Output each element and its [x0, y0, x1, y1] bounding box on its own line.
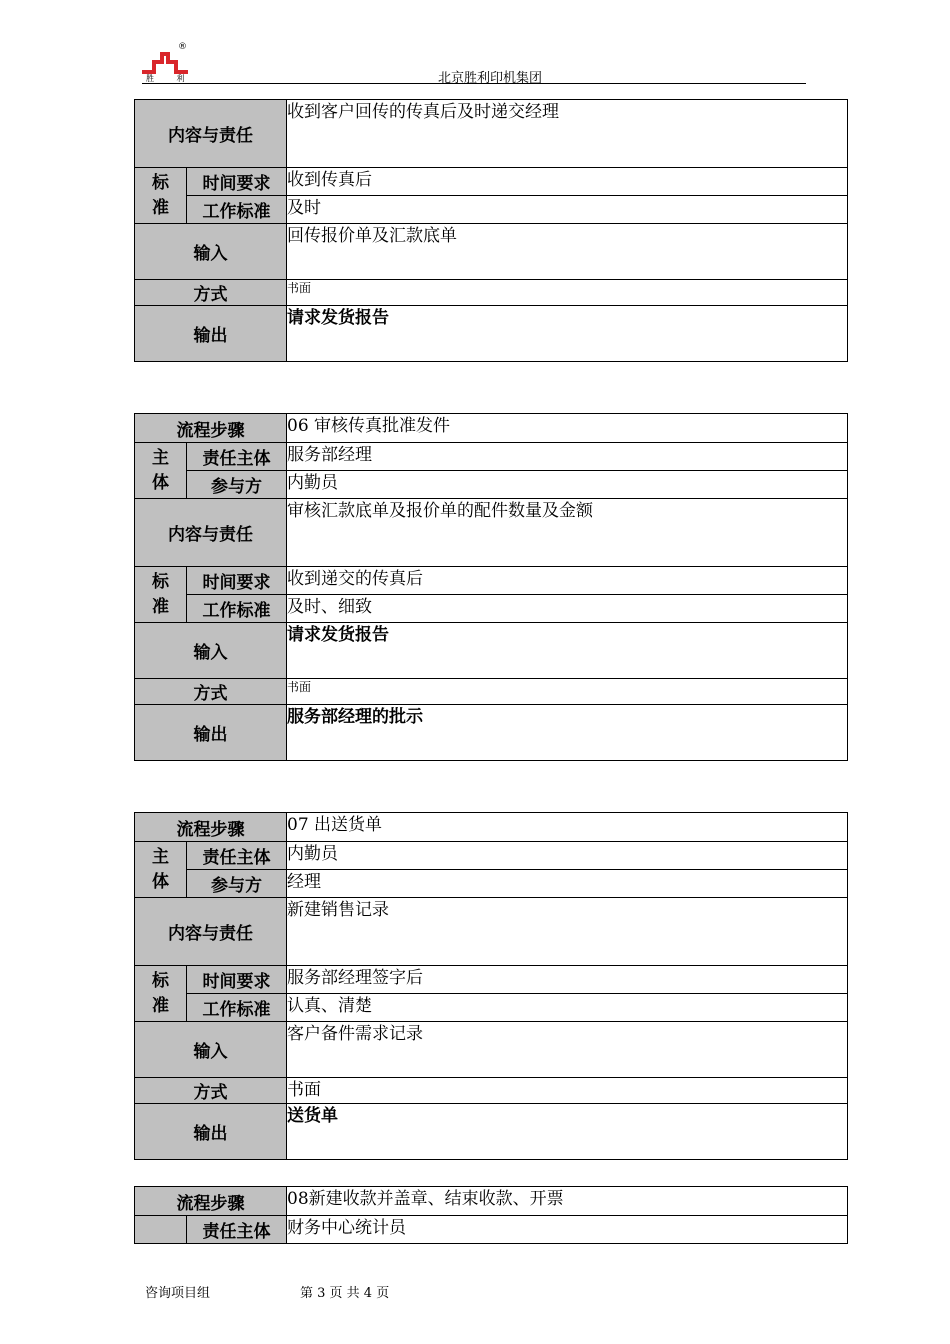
content-row: [135, 499, 848, 567]
time-row: [135, 966, 848, 994]
resp-subject-value: 内勤员: [287, 842, 848, 870]
participant-row: [135, 471, 848, 499]
process-table-06: [134, 413, 848, 761]
time-row: [135, 168, 848, 196]
output-row: [135, 705, 848, 761]
time-req-label: 时间要求: [187, 966, 287, 994]
method-value: 书面: [287, 280, 848, 306]
step-row: [135, 414, 848, 443]
method-row: [135, 1078, 848, 1104]
time-req-value: 收到递交的传真后: [287, 567, 848, 595]
method-row: [135, 679, 848, 705]
resp-row: [135, 443, 848, 471]
time-row: [135, 567, 848, 595]
registered-mark: ®: [178, 42, 187, 52]
method-label: 方式: [135, 679, 287, 705]
step-row: [135, 813, 848, 842]
subject-side-label: 主体: [135, 842, 187, 898]
page-number: 第 3 页 共 4 页: [300, 1286, 390, 1301]
process-table-05: [134, 99, 848, 362]
output-value: 服务部经理的批示: [287, 705, 848, 761]
step-value: 07 出送货单: [287, 813, 848, 842]
work-std-value: 认真、清楚: [287, 994, 848, 1022]
time-req-label: 时间要求: [187, 567, 287, 595]
work-std-row: [135, 595, 848, 623]
work-std-label: 工作标准: [187, 595, 287, 623]
input-value: 回传报价单及汇款底单: [287, 224, 848, 280]
time-req-label: 时间要求: [187, 168, 287, 196]
resp-subject-value: 服务部经理: [287, 443, 848, 471]
step-label: 流程步骤: [135, 813, 287, 842]
output-value: 请求发货报告: [287, 306, 848, 362]
standard-side-label: 标准: [135, 168, 187, 224]
company-name: 北京胜利印机集团: [438, 71, 543, 86]
footer-group: 咨询项目组: [145, 1286, 211, 1301]
header-rule: [142, 83, 806, 84]
resp-subject-value: 财务中心统计员: [287, 1216, 848, 1244]
participant-label: 参与方: [187, 471, 287, 499]
step-row: [135, 1187, 848, 1216]
input-row: [135, 224, 848, 280]
method-label: 方式: [135, 280, 287, 306]
participant-value: 经理: [287, 870, 848, 898]
resp-row: [135, 1216, 848, 1244]
participant-label: 参与方: [187, 870, 287, 898]
input-row: [135, 623, 848, 679]
work-std-label: 工作标准: [187, 994, 287, 1022]
method-label: 方式: [135, 1078, 287, 1104]
input-value: 请求发货报告: [287, 623, 848, 679]
output-row: [135, 1104, 848, 1160]
resp-subject-label: 责任主体: [187, 1216, 287, 1244]
work-std-value: 及时: [287, 196, 848, 224]
step-value: 08新建收款并盖章、结束收款、开票: [287, 1187, 848, 1216]
time-req-value: 收到传真后: [287, 168, 848, 196]
content-label: 内容与责任: [135, 499, 287, 567]
output-value: 送货单: [287, 1104, 848, 1160]
output-label: 输出: [135, 1104, 287, 1160]
step-label: 流程步骤: [135, 414, 287, 443]
subject-side-label: 主体: [135, 443, 187, 499]
content-row: [135, 898, 848, 966]
content-label: 内容与责任: [135, 898, 287, 966]
content-value: 新建销售记录: [287, 898, 848, 966]
step-value: 06 审核传真批准发件: [287, 414, 848, 443]
resp-subject-label: 责任主体: [187, 443, 287, 471]
resp-row: [135, 842, 848, 870]
input-label: 输入: [135, 1022, 287, 1078]
subject-side-cell: [135, 1216, 187, 1244]
method-row: [135, 280, 848, 306]
time-req-value: 服务部经理签字后: [287, 966, 848, 994]
content-value: 收到客户回传的传真后及时递交经理: [287, 100, 848, 168]
participant-value: 内勤员: [287, 471, 848, 499]
output-row: [135, 306, 848, 362]
content-value: 审核汇款底单及报价单的配件数量及金额: [287, 499, 848, 567]
process-table-07: [134, 812, 848, 1160]
content-row: [135, 100, 848, 168]
work-std-row: [135, 994, 848, 1022]
participant-row: [135, 870, 848, 898]
method-value: 书面: [287, 1078, 848, 1104]
standard-side-label: 标准: [135, 966, 187, 1022]
method-value: 书面: [287, 679, 848, 705]
logo-text: 胜 利: [146, 74, 195, 83]
work-std-row: [135, 196, 848, 224]
process-table-08: [134, 1186, 848, 1244]
work-std-label: 工作标准: [187, 196, 287, 224]
input-row: [135, 1022, 848, 1078]
resp-subject-label: 责任主体: [187, 842, 287, 870]
content-label: 内容与责任: [135, 100, 287, 168]
step-label: 流程步骤: [135, 1187, 287, 1216]
work-std-value: 及时、细致: [287, 595, 848, 623]
output-label: 输出: [135, 705, 287, 761]
standard-side-label: 标准: [135, 567, 187, 623]
input-label: 输入: [135, 623, 287, 679]
input-value: 客户备件需求记录: [287, 1022, 848, 1078]
output-label: 输出: [135, 306, 287, 362]
input-label: 输入: [135, 224, 287, 280]
